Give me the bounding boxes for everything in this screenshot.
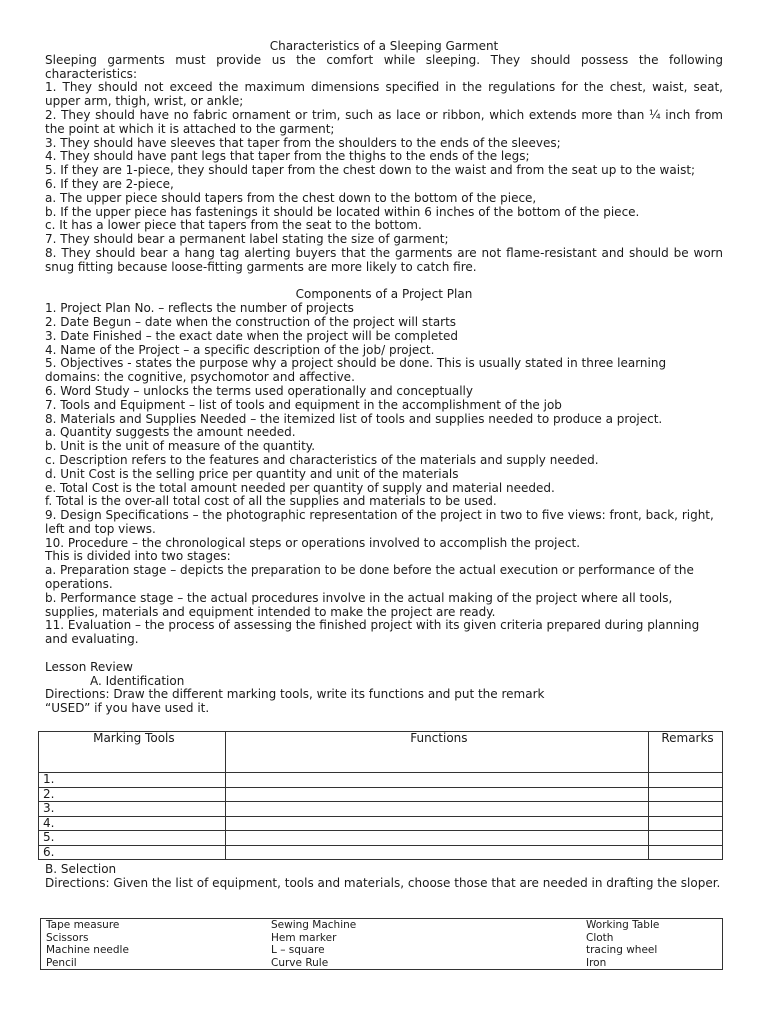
list-item: This is divided into two stages: xyxy=(45,549,231,564)
equipment-item[interactable]: Tape measure xyxy=(41,919,267,932)
list-item: 5. Objectives - states the purpose why a project should be done. This is usually stated in three learning domains: the cognitive, psychomotor and affective. xyxy=(45,356,667,385)
remarks-cell[interactable] xyxy=(649,773,723,788)
header-functions: Functions xyxy=(225,732,648,773)
marking-tools-table xyxy=(38,731,723,860)
list-item: 2. They should have no fabric ornament or trim, such as lace or ribbon, which extends more than ¼ inch from the point at which it is attached to the garment; xyxy=(45,107,723,136)
list-item: 8. Materials and Supplies Needed – the itemized list of tools and supplies needed to produce a project. xyxy=(45,411,663,426)
equipment-item[interactable]: Scissors xyxy=(41,932,267,945)
directions-b: Directions: Given the list of equipment, tools and materials, choose those that are needed in drafting the sloper. xyxy=(45,876,721,890)
list-item: c. Description refers to the features and characteristics of the materials and supply needed. xyxy=(45,452,599,467)
table-row xyxy=(39,787,723,802)
list-item: 6. Word Study – unlocks the terms used operationally and conceptually xyxy=(45,383,473,398)
remarks-cell[interactable] xyxy=(649,787,723,802)
equipment-item[interactable]: Machine needle xyxy=(41,944,267,957)
list-item: b. Unit is the unit of measure of the quantity. xyxy=(45,439,316,454)
row-number: 2. xyxy=(39,787,226,802)
list-item: b. Performance stage – the actual procedures involve in the actual making of the project where all tools, supplies, materials and equipment intended to make the project are ready. xyxy=(45,590,673,619)
remarks-cell[interactable] xyxy=(649,831,723,846)
row-number: 6. xyxy=(39,845,226,860)
section-b-heading: B. Selection xyxy=(45,862,117,876)
table-row xyxy=(41,944,723,957)
garment-list xyxy=(45,81,723,274)
equipment-item[interactable]: Sewing Machine xyxy=(271,919,357,931)
row-number: 3. xyxy=(39,802,226,817)
list-item: a. Quantity suggests the amount needed. xyxy=(45,425,296,440)
list-item: 1. They should not exceed the maximum dimensions specified in the regulations for the chest, waist, seat, upper arm, thigh, wrist, or ankle; xyxy=(45,80,723,109)
list-item: 6. If they are 2-piece, xyxy=(45,176,174,191)
function-cell[interactable] xyxy=(225,816,648,831)
directions-a-cont: “USED” if you have used it. xyxy=(45,701,210,716)
list-item: 5. If they are 1-piece, they should taper from the chest down to the waist and from the seat up to the waist; xyxy=(45,163,696,178)
list-item: 3. They should have sleeves that taper from the shoulders to the ends of the sleeves; xyxy=(45,135,561,150)
list-item: a. The upper piece should tapers from the chest down to the bottom of the piece, xyxy=(45,190,537,205)
list-item: c. It has a lower piece that tapers from the seat to the bottom. xyxy=(45,218,422,233)
function-cell[interactable] xyxy=(225,831,648,846)
list-item: 11. Evaluation – the process of assessing the finished project with its given criteria prepared during planning and evaluating. xyxy=(45,618,700,647)
remarks-cell[interactable] xyxy=(649,816,723,831)
remarks-cell[interactable] xyxy=(649,845,723,860)
equipment-item[interactable]: Hem marker xyxy=(271,931,337,944)
function-cell[interactable] xyxy=(225,787,648,802)
list-item: 9. Design Specifications – the photographic representation of the project in two to five views: front, back, right, left and top views. xyxy=(45,508,714,536)
table-row xyxy=(39,845,723,860)
selection-section xyxy=(45,862,723,890)
list-item: 10. Procedure – the chronological steps or operations involved to accomplish the project. xyxy=(45,535,581,550)
garment-title: Characteristics of a Sleeping Garment xyxy=(269,39,499,53)
table-header-row xyxy=(39,732,723,773)
equipment-item[interactable]: Cloth xyxy=(581,932,723,945)
section-a-heading: A. Identification xyxy=(90,673,185,688)
row-number: 5. xyxy=(39,831,226,846)
list-item: 2. Date Begun – date when the construction of the project will starts xyxy=(45,314,457,329)
plan-title: Components of a Project Plan xyxy=(295,287,473,302)
list-item: 3. Date Finished – the exact date when the project will be completed xyxy=(45,328,458,343)
equipment-item[interactable]: tracing wheel xyxy=(581,944,723,957)
list-item: 7. Tools and Equipment – list of tools and equipment in the accomplishment of the job xyxy=(45,397,562,412)
header-marking-tools: Marking Tools xyxy=(39,732,226,773)
function-cell[interactable] xyxy=(225,802,648,817)
plan-list xyxy=(45,302,723,647)
table-row xyxy=(41,957,723,970)
function-cell[interactable] xyxy=(225,845,648,860)
table-row xyxy=(41,932,723,945)
remarks-cell[interactable] xyxy=(649,802,723,817)
list-item: a. Preparation stage – depicts the preparation to be done before the actual execution or performance of the operations. xyxy=(45,563,694,592)
table-row xyxy=(39,802,723,817)
garment-intro: Sleeping garments must provide us the comfort while sleeping. They should possess the following characteristics: xyxy=(45,52,723,81)
equipment-item[interactable]: Curve Rule xyxy=(266,957,581,970)
table-row xyxy=(39,816,723,831)
function-cell[interactable] xyxy=(225,773,648,788)
row-number: 4. xyxy=(39,816,226,831)
review-title: Lesson Review xyxy=(45,659,133,674)
equipment-item[interactable]: Pencil xyxy=(41,957,267,970)
table-row xyxy=(41,919,723,932)
list-item: f. Total is the over-all total cost of all the supplies and materials to be used. xyxy=(45,494,497,509)
header-remarks: Remarks xyxy=(649,732,723,773)
row-number: 1. xyxy=(39,773,226,788)
equipment-item[interactable]: Working Table xyxy=(581,919,723,932)
table-row xyxy=(39,831,723,846)
list-item: 4. Name of the Project – a specific description of the job/ project. xyxy=(45,342,435,357)
list-item: 4. They should have pant legs that taper from the thighs to the ends of the legs; xyxy=(45,149,530,164)
list-item: e. Total Cost is the total amount needed per quantity of supply and material needed. xyxy=(45,480,555,495)
equipment-table xyxy=(40,918,723,970)
list-item: 7. They should bear a permanent label stating the size of garment; xyxy=(45,232,449,247)
list-item: 8. They should bear a hang tag alerting buyers that the garments are not flame-resistant and should be worn snug fitting because loose-fitting garments are more likely to catch fire. xyxy=(45,245,723,274)
document-body xyxy=(45,40,723,716)
equipment-item[interactable]: L – square xyxy=(271,944,325,956)
equipment-item[interactable]: Iron xyxy=(581,957,723,970)
list-item: d. Unit Cost is the selling price per quantity and unit of the materials xyxy=(45,466,459,481)
directions-a: Directions: Draw the different marking tools, write its functions and put the remark xyxy=(45,687,545,702)
table-row xyxy=(39,773,723,788)
list-item: b. If the upper piece has fastenings it should be located within 6 inches of the bottom of the piece. xyxy=(45,204,640,219)
list-item: 1. Project Plan No. – reflects the number of projects xyxy=(45,301,354,316)
